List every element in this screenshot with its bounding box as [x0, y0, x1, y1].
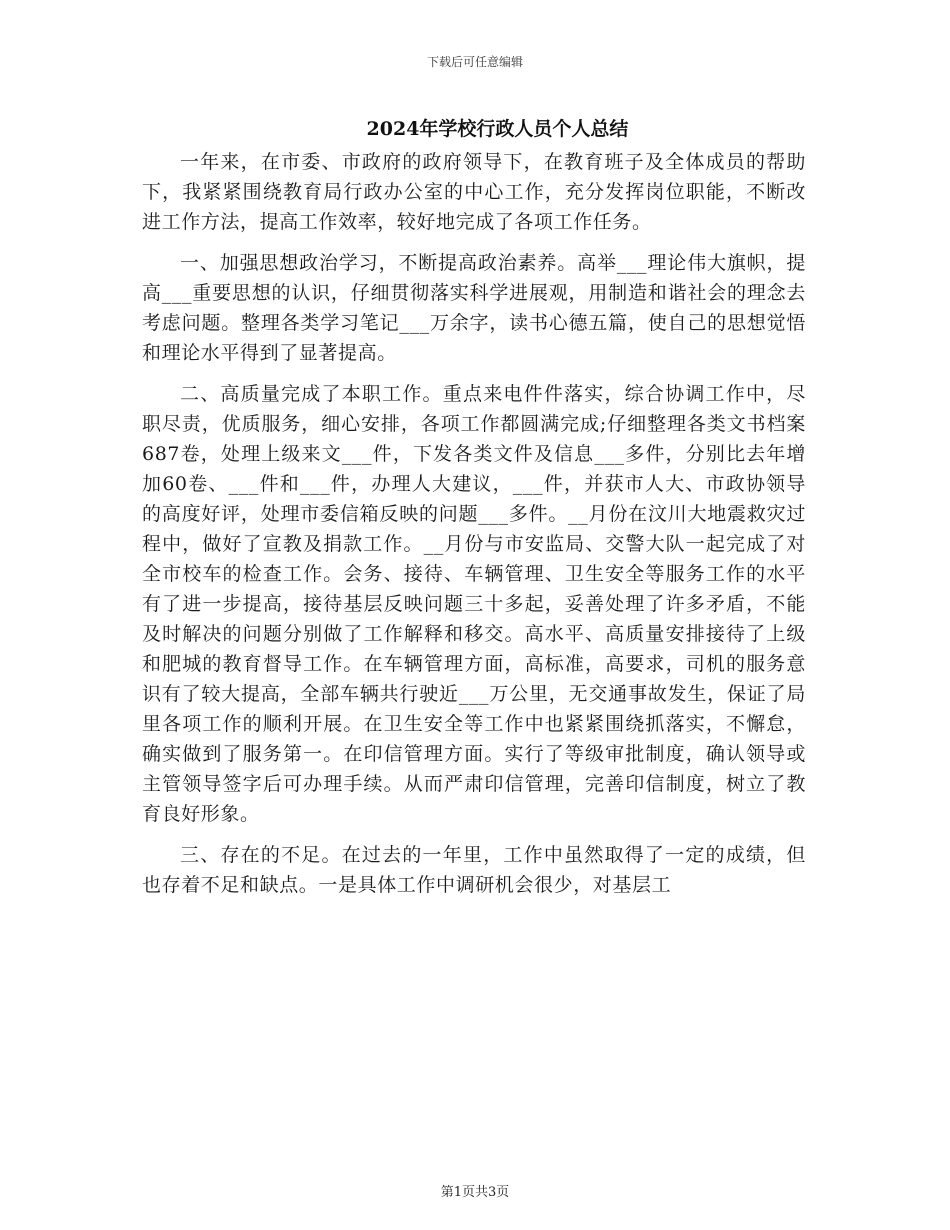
paragraph-section-3: 三、存在的不足。在过去的一年里，工作中虽然取得了一定的成绩，但也存着不足和缺点。一是具体工作中调研机会很少，对基层工 [142, 844, 806, 896]
page-number: 第1页共3页 [440, 1185, 510, 1200]
paragraph-section-2: 二、高质量完成了本职工作。重点来电件件落实，综合协调工作中，尽职尽责，优质服务，细心安排，各项工作都圆满完成;仔细整理各类文书档案687卷，处理上级来文___件，下发各类文件及信息___多件，分别比去年增加60卷、___件和___件，办理人大建议，___件，并获市人大、市政协领导的高度好评，处理市委信箱反映的问题___多件。__月份在汶川大地震救灾过程中，做好了宣教及捐款工作。__月份与市安监局、交警大队一起完成了对全市校车的检查工作。会务、接待、车辆管理、卫生安全等服务工作的水平有了进一步提高，接待基层反映问题三十多起，妥善处理了许多矛盾，不能及时解决的问题分别做了工作解释和移交。高水平、高质量安排接待了上级和肥城的教育督导工作。在车辆管理方面，高标准，高要求，司机的服务意识有了较大提高，全部车辆共行驶近___万公里，无交通事故发生，保证了局里各项工作的顺利开展。在卫生安全等工作中也紧紧围绕抓落实，不懈怠，确实做到了服务第一。在印信管理方面。实行了等级审批制度，确认领导或主管领导签字后可办理手续。从而严肃印信管理，完善印信制度，树立了教育良好形象。 [142, 383, 806, 825]
paragraph-section-1: 一、加强思想政治学习，不断提高政治素养。高举___理论伟大旗帜，提高___重要思想的认识，仔细贯彻落实科学进展观，用制造和谐社会的理念去考虑问题。整理各类学习笔记___万余字，读书心德五篇，使自己的思想觉悟和理论水平得到了显著提高。 [142, 252, 806, 364]
paragraph-intro: 一年来，在市委、市政府的政府领导下，在教育班子及全体成员的帮助下，我紧紧围绕教育局行政办公室的中心工作，充分发挥岗位职能，不断改进工作方法，提高工作效率，较好地完成了各项工作任务。 [142, 151, 806, 233]
document-body [142, 147, 806, 911]
page-header-note: 下载后可任意编辑 [426, 55, 523, 69]
document-title: 2024年学校行政人员个人总结 [366, 118, 629, 140]
